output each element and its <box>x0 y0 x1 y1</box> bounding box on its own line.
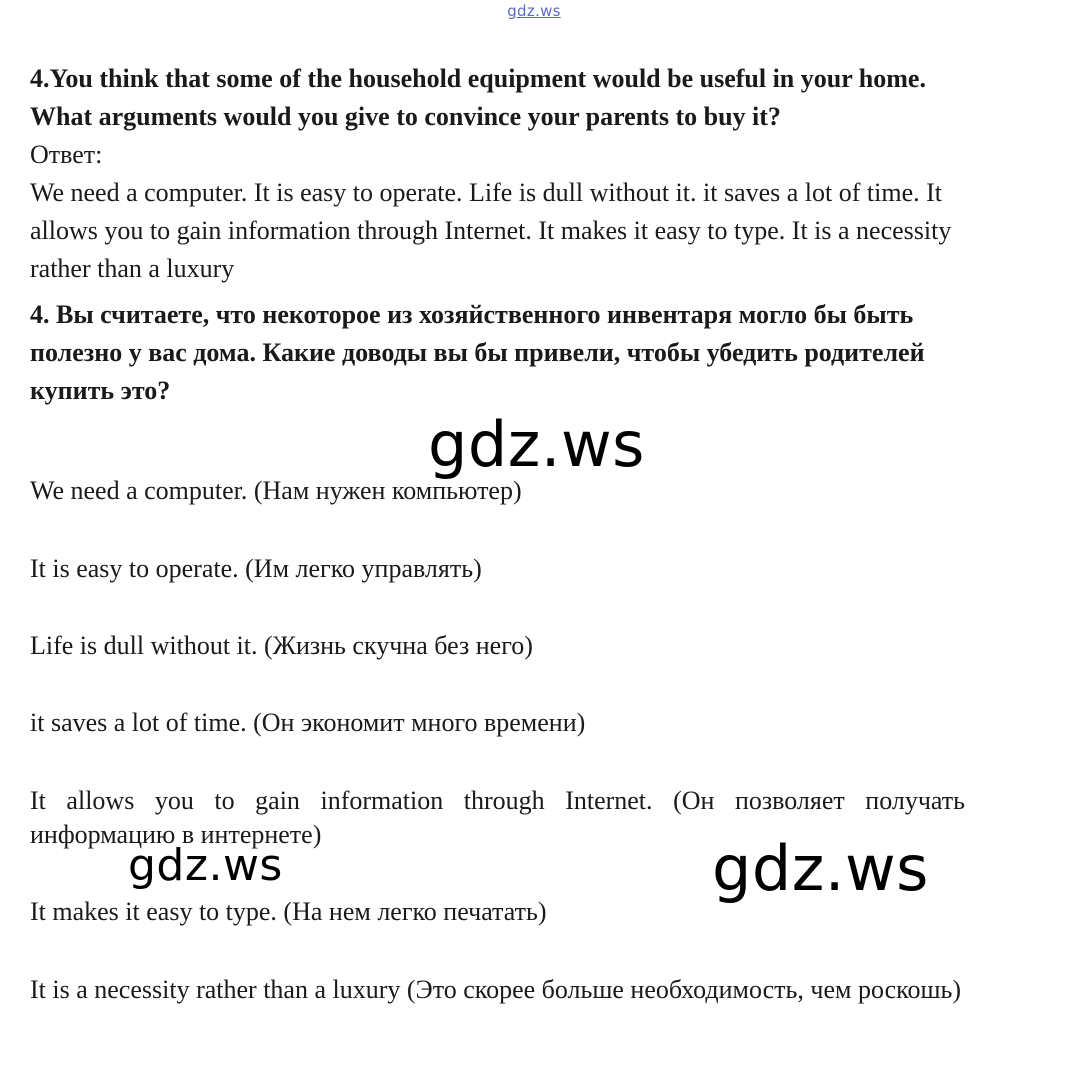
watermark: gdz.ws <box>428 408 645 481</box>
watermark: gdz.ws <box>712 832 929 905</box>
translation-line: It allows you to gain information through Internet. (Он позволяет получать информацию в интернете) <box>30 786 965 849</box>
task-block <box>30 60 965 410</box>
site-link[interactable]: gdz.ws <box>507 2 561 20</box>
task-heading-translation: 4. Вы считаете, что некоторое из хозяйственного инвентаря могло бы быть полезно у вас дома. Какие доводы вы бы привели, чтобы убедить родителей купить это? <box>30 300 925 405</box>
translation-line: We need a computer. (Нам нужен компьютер) <box>30 476 522 505</box>
answer-text: We need a computer. It is easy to operate. Life is dull without it. it saves a lot of time. It allows you to gain information through Internet. It makes it easy to type. It is a necessity rather than a luxury <box>30 178 952 283</box>
translation-line: It is easy to operate. (Им легко управлять) <box>30 554 482 583</box>
translation-line: Life is dull without it. (Жизнь скучна без него) <box>30 631 533 660</box>
answer-label: Ответ: <box>30 140 103 169</box>
translation-line: it saves a lot of time. (Он экономит много времени) <box>30 708 586 737</box>
task-heading: 4.You think that some of the household equipment would be useful in your home. What arguments would you give to convince your parents to buy it? <box>30 64 926 131</box>
watermark: gdz.ws <box>128 840 283 891</box>
translation-line: It makes it easy to type. (На нем легко печатать) <box>30 897 547 926</box>
translation-line: It is a necessity rather than a luxury (Это скорее больше необходимость, чем роскошь) <box>30 975 961 1004</box>
